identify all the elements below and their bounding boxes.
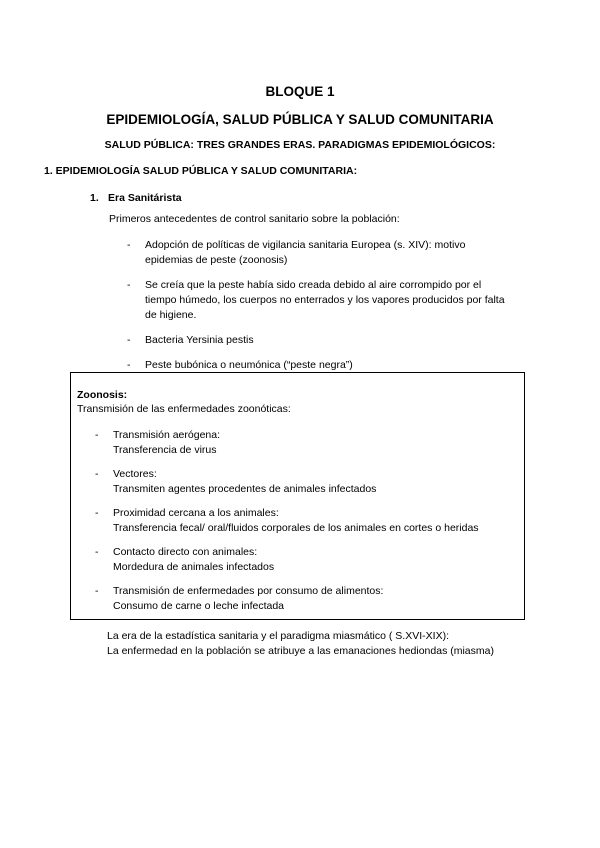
era-heading	[90, 192, 182, 204]
list-item	[127, 333, 547, 348]
list-item	[95, 428, 515, 458]
main-heading: EPIDEMIOLOGÍA, SALUD PÚBLICA Y SALUD COMUNITARIA	[106, 112, 494, 127]
zoonosis-box	[70, 372, 525, 620]
bullet-line: Peste bubónica o neumónica (“peste negra”)	[145, 359, 353, 371]
item-detail: Transmiten agentes procedentes de animales infectados	[113, 483, 377, 495]
dash-marker: -	[95, 468, 99, 480]
dash-marker: -	[127, 359, 131, 371]
item-head: Contacto directo con animales:	[113, 546, 258, 558]
list-item	[95, 506, 515, 536]
era-number: 1.	[90, 192, 99, 204]
dash-marker: -	[95, 507, 99, 519]
bullet-line: de higiene.	[145, 309, 197, 321]
subtitle-heading: SALUD PÚBLICA: TRES GRANDES ERAS. PARADIGMAS EPIDEMIOLÓGICOS:	[104, 139, 496, 151]
miasma-era-line: La era de la estadística sanitaria y el paradigma miasmático ( S.XVI-XIX):	[107, 630, 449, 642]
item-detail: Transferencia de virus	[113, 444, 217, 456]
era-title: Era Sanitárista	[108, 192, 182, 204]
list-item	[127, 278, 547, 323]
zoonosis-list	[95, 428, 515, 623]
dash-marker: -	[127, 239, 131, 251]
bullet-line: epidemias de peste (zoonosis)	[145, 254, 288, 266]
item-head: Transmisión de enfermedades por consumo de alimentos:	[113, 585, 384, 597]
miasma-description-line: La enfermedad en la población se atribuye a las emanaciones hediondas (miasma)	[107, 645, 494, 657]
list-item	[127, 358, 547, 373]
block-heading: BLOQUE 1	[265, 84, 335, 99]
dash-marker: -	[95, 546, 99, 558]
dash-marker: -	[127, 334, 131, 346]
zoonosis-title: Zoonosis:	[77, 389, 128, 401]
item-detail: Mordedura de animales infectados	[113, 561, 275, 573]
era-bullet-list	[127, 238, 547, 383]
dash-marker: -	[95, 429, 99, 441]
item-detail: Consumo de carne o leche infectada	[113, 600, 285, 612]
item-head: Vectores:	[113, 468, 157, 480]
item-head: Proximidad cercana a los animales:	[113, 507, 279, 519]
list-item	[95, 467, 515, 497]
bullet-line: tiempo húmedo, los cuerpos no enterrados y los vapores producidos por falta	[145, 294, 505, 306]
bullet-line: Bacteria Yersinia pestis	[145, 334, 254, 346]
section-heading: 1. EPIDEMIOLOGÍA SALUD PÚBLICA Y SALUD COMUNITARIA:	[44, 165, 358, 177]
list-item	[127, 238, 547, 268]
list-item	[95, 545, 515, 575]
dash-marker: -	[127, 279, 131, 291]
era-intro: Primeros antecedentes de control sanitario sobre la población:	[109, 213, 400, 225]
list-item	[95, 584, 515, 614]
item-head: Transmisión aerógena:	[113, 429, 220, 441]
bullet-line: Se creía que la peste había sido creada debido al aire corrompido por el	[145, 279, 482, 291]
zoonosis-intro: Transmisión de las enfermedades zoonóticas:	[77, 403, 291, 415]
dash-marker: -	[95, 585, 99, 597]
bullet-line: Adopción de políticas de vigilancia sanitaria Europea (s. XIV): motivo	[145, 239, 466, 251]
item-detail: Transferencia fecal/ oral/fluidos corporales de los animales en cortes o heridas	[113, 522, 479, 534]
